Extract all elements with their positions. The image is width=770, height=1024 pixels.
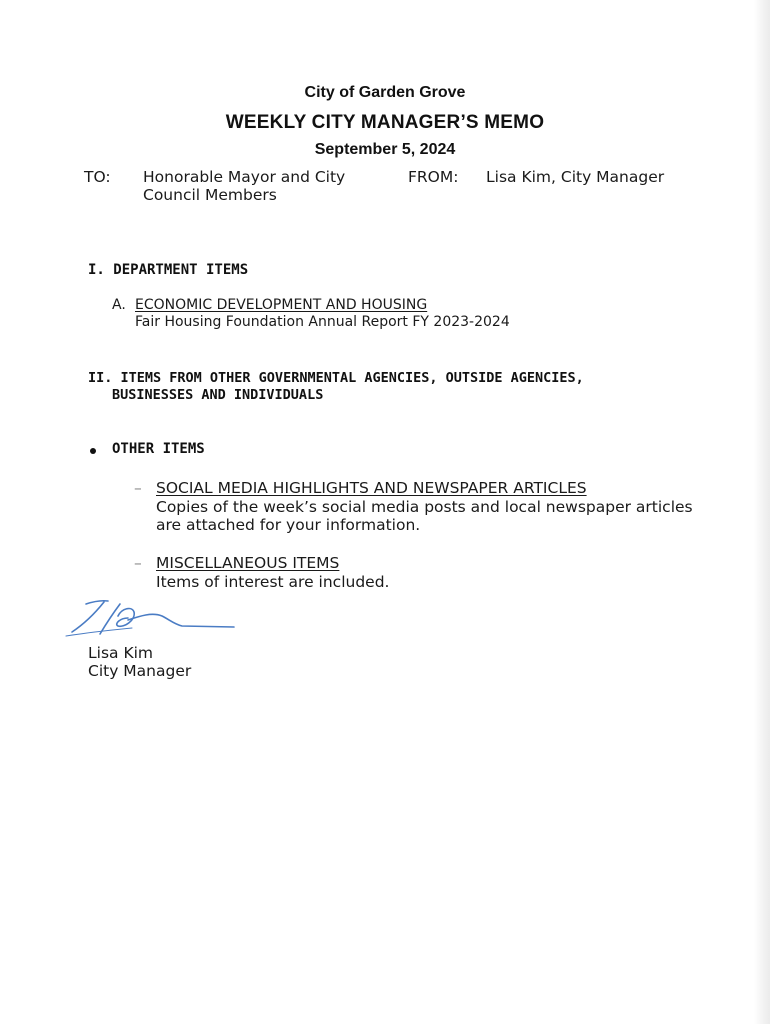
from-label: FROM: xyxy=(408,168,459,186)
signatory-name: Lisa Kim xyxy=(88,644,154,662)
bullet-icon xyxy=(90,448,96,454)
item-a-description: Fair Housing Foundation Annual Report FY 2023-2024 xyxy=(135,314,510,330)
section-other-agencies-heading-line1: II. ITEMS FROM OTHER GOVERNMENTAL AGENCIES, OUTSIDE AGENCIES, xyxy=(88,370,584,386)
signatory-title: City Manager xyxy=(88,662,192,680)
social-media-item-desc-line1: Copies of the week’s social media posts and local newspaper articles xyxy=(156,498,693,516)
social-media-item-desc-line2: are attached for your information. xyxy=(156,516,421,534)
section-other-agencies-heading-line2: BUSINESSES AND INDIVIDUALS xyxy=(112,387,324,403)
other-items-heading: OTHER ITEMS xyxy=(112,441,205,457)
item-a-title: ECONOMIC DEVELOPMENT AND HOUSING xyxy=(135,297,428,313)
misc-item-desc: Items of interest are included. xyxy=(156,573,390,591)
to-recipient-line1: Honorable Mayor and City xyxy=(143,168,346,186)
org-name: City of Garden Grove xyxy=(304,84,466,101)
from-sender: Lisa Kim, City Manager xyxy=(486,168,665,186)
signature-image xyxy=(62,594,237,640)
dash-icon: – xyxy=(134,554,142,572)
item-a-label: A. xyxy=(112,297,126,313)
to-recipient-line2: Council Members xyxy=(143,186,277,204)
dash-icon: – xyxy=(134,479,142,497)
section-department-items-heading: I. DEPARTMENT ITEMS xyxy=(88,262,249,278)
memo-title: WEEKLY CITY MANAGER’S MEMO xyxy=(225,112,545,133)
memo-date: September 5, 2024 xyxy=(314,141,456,158)
to-label: TO: xyxy=(84,168,111,186)
social-media-item-title: SOCIAL MEDIA HIGHLIGHTS AND NEWSPAPER ARTICLES xyxy=(156,479,587,497)
misc-item-title: MISCELLANEOUS ITEMS xyxy=(156,554,340,572)
